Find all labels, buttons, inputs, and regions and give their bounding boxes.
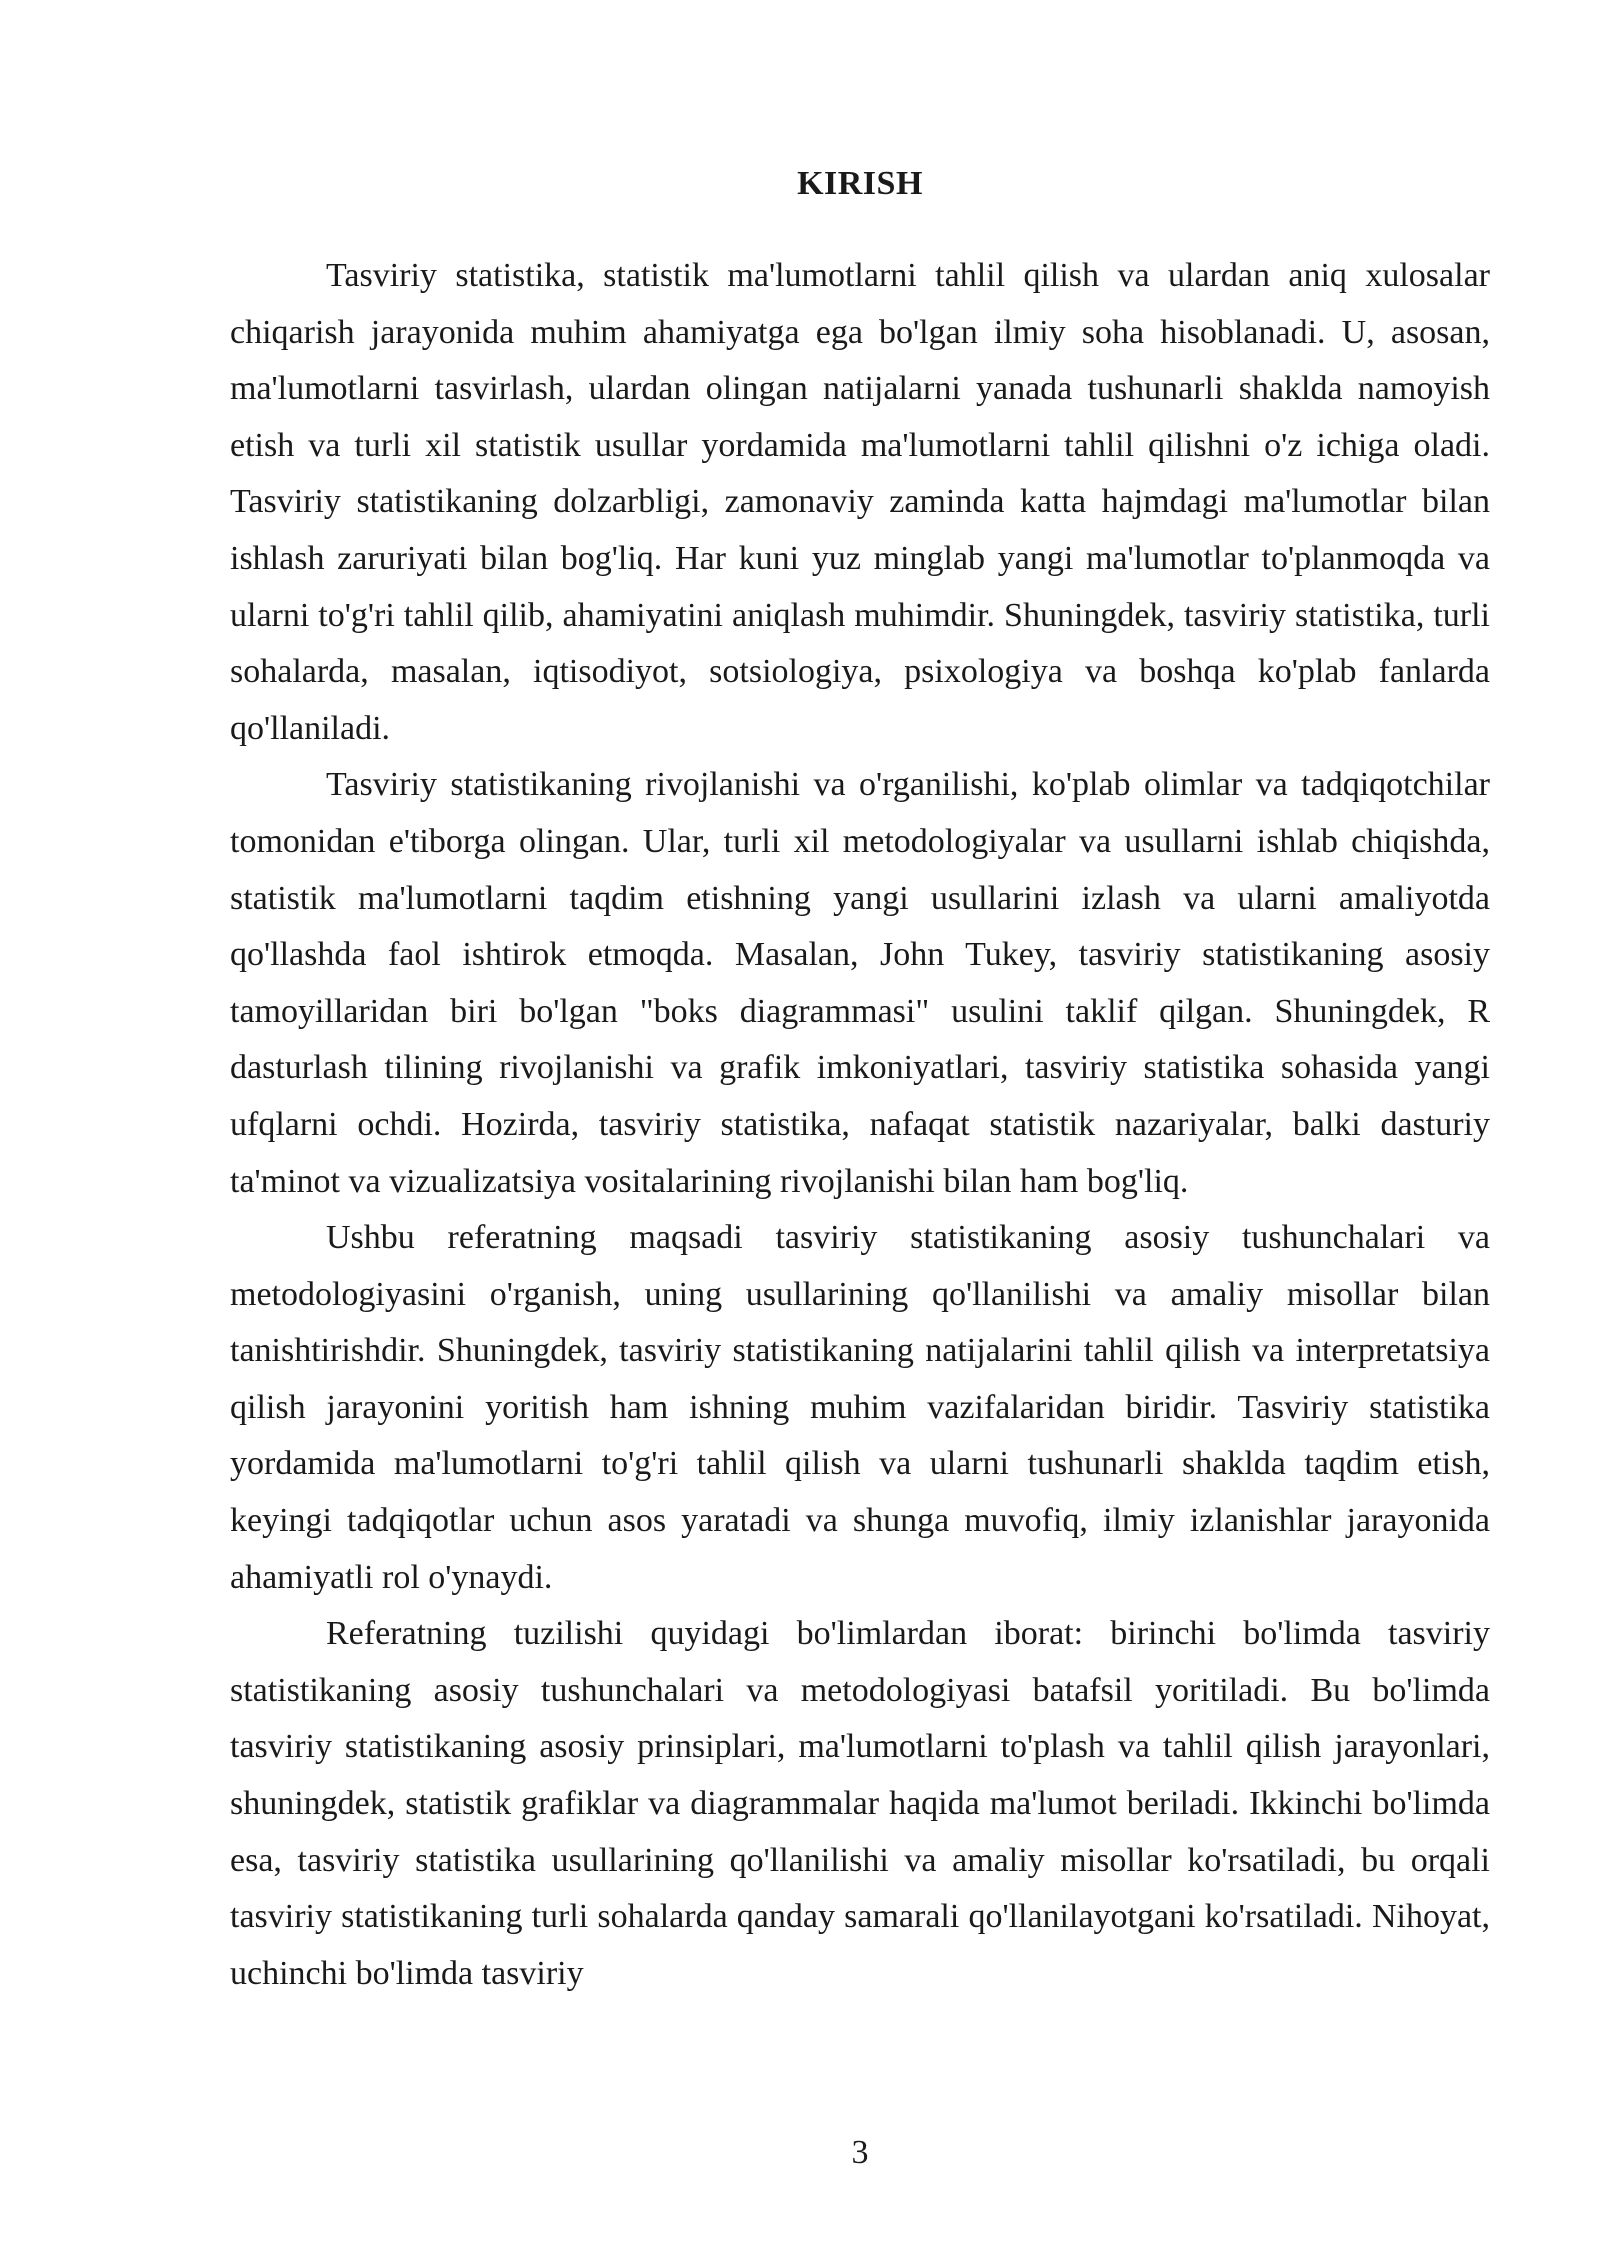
paragraph-2: Tasviriy statistikaning rivojlanishi va o'rganilishi, ko'plab olimlar va tadqiqotchilar tomonidan e'tiborga olingan. Ular, turli xil metodologiyalar va usullarni ishlab chiqishda, statistik ma'lumotlarni taqdim etishning yangi usullarini izlash va ularni amaliyotda qo'llashda faol ishtirok etmoqda. Masalan, John Tukey, tasviriy statistikaning asosiy tamoyillaridan biri bo'lgan "boks diagrammasi" usulini taklif qilgan. Shuningdek, R dasturlash tilining rivojlanishi va grafik imkoniyatlari, tasviriy statistika sohasida yangi ufqlarni ochdi. Hozirda, tasviriy statistika, nafaqat statistik nazariyalar, balki dasturiy ta'minot va vizualizatsiya vositalarining rivojlanishi bilan ham bog'liq.: [230, 766, 1490, 1200]
paragraph-4: Referatning tuzilishi quyidagi bo'limlardan iborat: birinchi bo'limda tasviriy statistikaning asosiy tushunchalari va metodologiyasi batafsil yoritiladi. Bu bo'limda tasviriy statistikaning asosiy prinsiplari, ma'lumotlarni to'plash va tahlil qilish jarayonlari, shuningdek, statistik grafiklar va diagrammalar haqida ma'lumot beriladi. Ikkinchi bo'limda esa, tasviriy statistika usullarining qo'llanilishi va amaliy misollar ko'rsatiladi, bu orqali tasviriy statistikaning turli sohalarda qanday samarali qo'llanilayotgani ko'rsatiladi. Nihoyat, uchinchi bo'limda tasviriy: [230, 1615, 1490, 1992]
section-title: KIRISH: [797, 165, 923, 202]
body-text: [230, 248, 1490, 2002]
paragraph-3: Ushbu referatning maqsadi tasviriy statistikaning asosiy tushunchalari va metodologiyasini o'rganish, uning usullarining qo'llanilishi va amaliy misollar bilan tanishtirishdir. Shuningdek, tasviriy statistikaning natijalarini tahlil qilish va interpretatsiya qilish jarayonini yoritish ham ishning muhim vazifalaridan biridir. Tasviriy statistika yordamida ma'lumotlarni to'g'ri tahlil qilish va ularni tushunarli shaklda taqdim etish, keyingi tadqiqotlar uchun asos yaratadi va shunga muvofiq, ilmiy izlanishlar jarayonida ahamiyatli rol o'ynaydi.: [230, 1219, 1490, 1596]
paragraph-1: Tasviriy statistika, statistik ma'lumotlarni tahlil qilish va ulardan aniq xulosalar chiqarish jarayonida muhim ahamiyatga ega bo'lgan ilmiy soha hisoblanadi. U, asosan, ma'lumotlarni tasvirlash, ulardan olingan natijalarni yanada tushunarli shaklda namoyish etish va turli xil statistik usullar yordamida ma'lumotlarni tahlil qilishni o'z ichiga oladi. Tasviriy statistikaning dolzarbligi, zamonaviy zaminda katta hajmdagi ma'lumotlar bilan ishlash zaruriyati bilan bog'liq. Har kuni yuz minglab yangi ma'lumotlar to'planmoqda va ularni to'g'ri tahlil qilib, ahamiyatini aniqlash muhimdir. Shuningdek, tasviriy statistika, turli sohalarda, masalan, iqtisodiyot, sotsiologiya, psixologiya va boshqa ko'plab fanlarda qo'llaniladi.: [230, 257, 1490, 747]
page-number: 3: [851, 2134, 869, 2171]
